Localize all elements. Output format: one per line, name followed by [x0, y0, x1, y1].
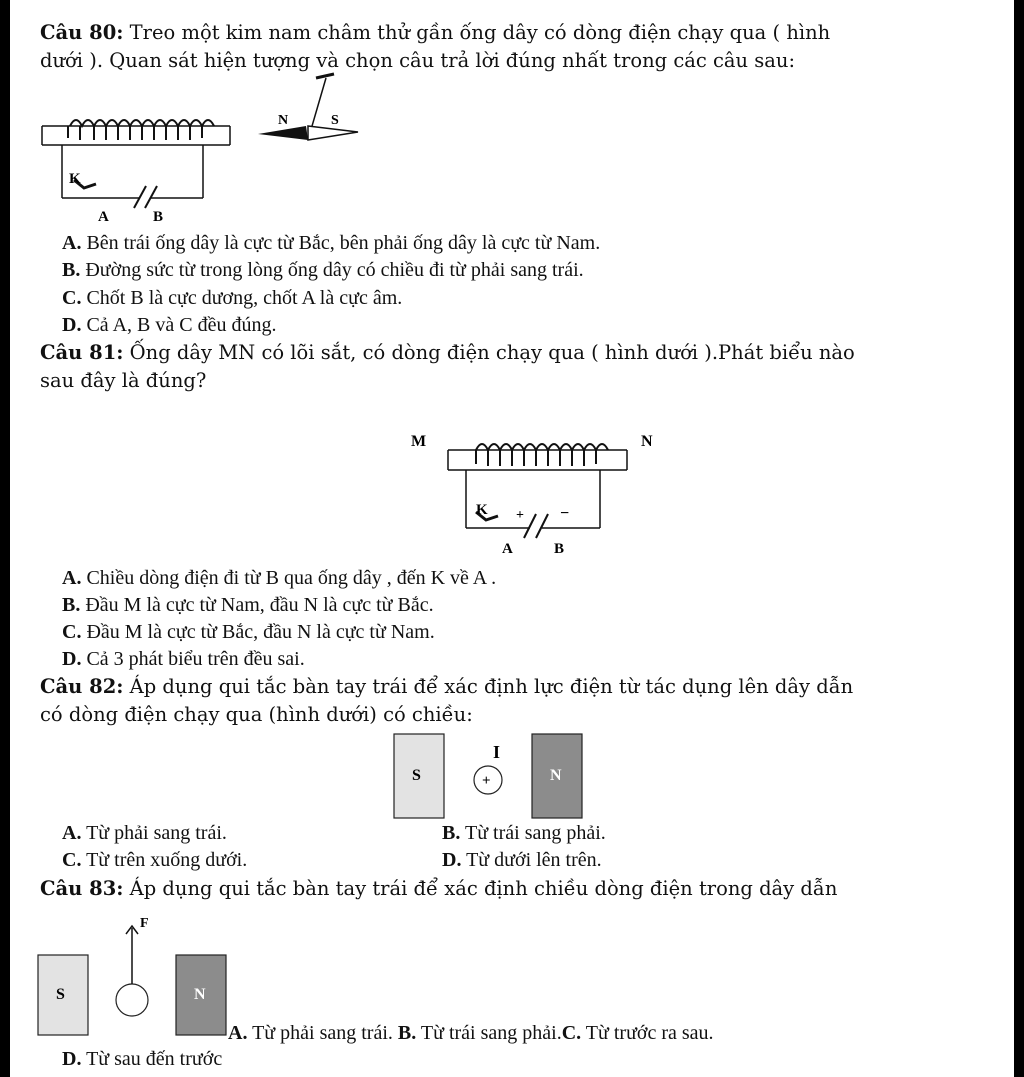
q81-label-n: N [641, 433, 653, 450]
q82-magnet-n: N [550, 767, 562, 784]
q83-force-f: F [140, 916, 149, 931]
q81-option-a: A. Chiều dòng điện đi từ B qua ống dây , đến K về A . [62, 567, 497, 589]
q80-line2: dưới ). Quan sát hiện tượng và chọn câu trả lời đúng nhất trong các câu sau: [40, 49, 796, 72]
q82-conductor-plus: + [482, 773, 491, 789]
q81-label-m: M [411, 433, 427, 450]
q80-label-a: A [98, 209, 109, 225]
q80-solenoid-figure [42, 120, 230, 208]
q81-option-c: C. Đầu M là cực từ Bắc, đầu N là cực từ Nam. [62, 621, 435, 643]
q80-needle-s: S [331, 113, 339, 128]
q82-option-c: C. Từ trên xuống dưới. [62, 849, 248, 871]
q82-option-a: A. Từ phải sang trái. [62, 822, 227, 844]
q81-line2: sau đây là đúng? [40, 369, 207, 392]
q80-line1: Câu 80: Treo một kim nam châm thử gần ống dây có dòng điện chạy qua ( hình [40, 21, 831, 44]
q81-solenoid-figure [448, 444, 627, 538]
q80-label-k: K [69, 171, 81, 187]
q82-option-d: D. Từ dưới lên trên. [442, 849, 602, 871]
figures-layer [10, 0, 1014, 1077]
q80-option-d: D. Cả A, B và C đều đúng. [62, 314, 277, 336]
q82-current-i: I [493, 742, 501, 762]
q81-minus-sign: − [560, 505, 570, 522]
q82-option-b: B. Từ trái sang phải. [442, 822, 606, 844]
q82-magnet-s: S [412, 767, 421, 784]
q80-option-b: B. Đường sức từ trong lòng ống dây có chiều đi từ phải sang trái. [62, 259, 584, 281]
q83-line1: Câu 83: Áp dụng qui tắc bàn tay trái để xác định chiều dòng điện trong dây dẫn [40, 877, 838, 900]
q81-label-k: K [476, 502, 488, 518]
q80-label-b: B [153, 209, 164, 225]
q83-option-d: D. Từ sau đến trước [62, 1048, 223, 1070]
q80-option-c: C. Chốt B là cực dương, chốt A là cực âm. [62, 287, 403, 309]
q80-compass-needle [258, 74, 358, 140]
q81-label-b: B [554, 541, 565, 557]
q83-magnet-n: N [194, 986, 206, 1003]
q81-label-a: A [502, 541, 513, 557]
q82-line2: có dòng điện chạy qua (hình dưới) có chiều: [40, 703, 473, 726]
q80-option-a: A. Bên trái ống dây là cực từ Bắc, bên phải ống dây là cực từ Nam. [62, 232, 601, 254]
q83-options-abc: A. Từ phải sang trái. B. Từ trái sang phải.C. Từ trước ra sau. [228, 1022, 714, 1044]
q82-line1: Câu 82: Áp dụng qui tắc bàn tay trái để xác định lực điện từ tác dụng lên dây dẫn [40, 675, 854, 698]
q81-option-b: B. Đầu M là cực từ Nam, đầu N là cực từ Bắc. [62, 594, 434, 616]
q81-plus-sign: + [516, 508, 524, 523]
q83-magnet-s: S [56, 986, 65, 1003]
q83-magnet-figure [38, 926, 226, 1035]
q81-option-d: D. Cả 3 phát biểu trên đều sai. [62, 648, 305, 670]
q81-line1: Câu 81: Ống dây MN có lõi sắt, có dòng điện chạy qua ( hình dưới ).Phát biểu nào [40, 341, 855, 364]
q80-needle-n: N [278, 113, 289, 128]
document-page [10, 0, 1014, 1077]
